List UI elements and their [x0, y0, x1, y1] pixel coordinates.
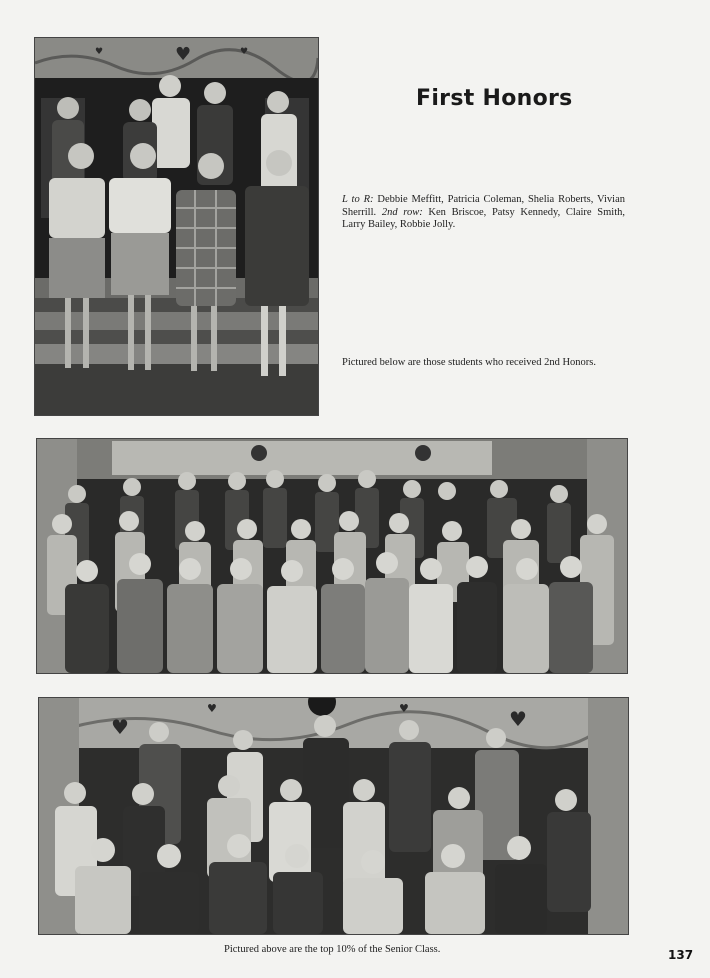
- svg-text:♥: ♥: [175, 44, 192, 65]
- senior-top-ten-caption: Pictured above are the top 10% of the Senior Class.: [224, 944, 441, 955]
- caption-names-row1: Debbie Meffitt, Patricia Coleman, Shelia Roberts, Vivian Sherrill.: [342, 194, 625, 218]
- svg-text:♥: ♥: [95, 47, 104, 57]
- second-honors-photo: [36, 438, 628, 674]
- second-honors-caption: Pictured below are those students who received 2nd Honors.: [342, 357, 596, 368]
- first-honors-caption: [342, 194, 625, 232]
- page-title: First Honors: [416, 86, 573, 111]
- first-honors-photo: [34, 37, 319, 416]
- caption-names-row2: Ken Briscoe, Patsy Kennedy, Claire Smith, Larry Bailey, Robbie Jolly.: [342, 206, 625, 230]
- svg-text:♥: ♥: [207, 702, 217, 715]
- page-number: 137: [668, 948, 694, 962]
- svg-text:♥: ♥: [240, 47, 249, 57]
- senior-top-ten-photo: [38, 697, 629, 935]
- svg-text:♥: ♥: [509, 707, 527, 731]
- caption-lead: L to R:: [342, 194, 374, 205]
- svg-text:♥: ♥: [399, 702, 409, 715]
- svg-text:♥: ♥: [111, 715, 129, 739]
- caption-row2-label: 2nd row:: [381, 206, 423, 218]
